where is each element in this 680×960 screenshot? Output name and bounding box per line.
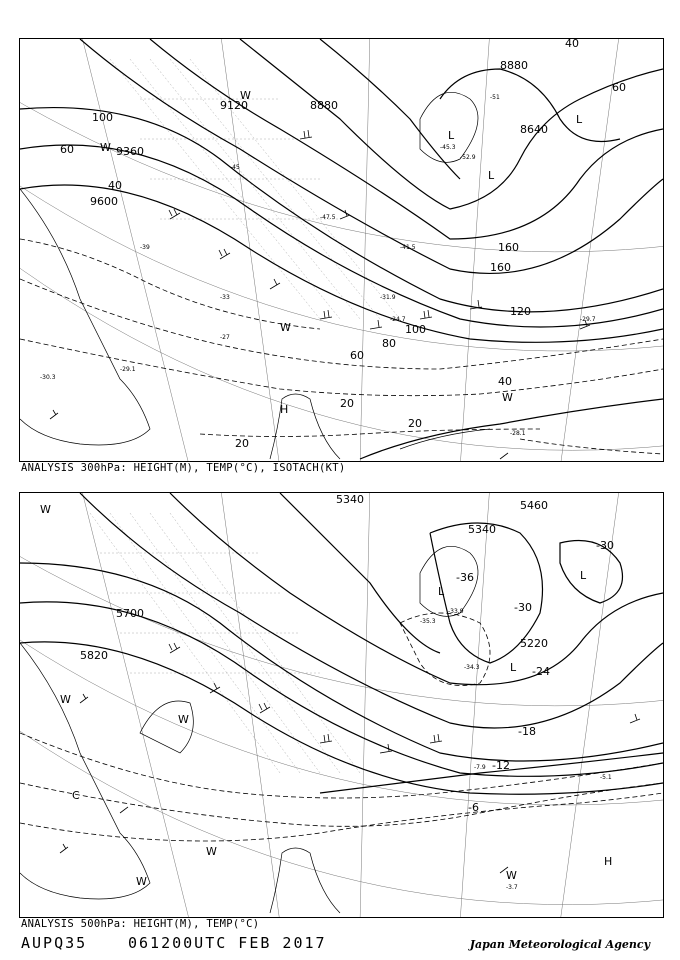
temp-label: -29.7 [580, 316, 596, 323]
warm-symbol: W [40, 503, 51, 516]
map-300hpa [19, 38, 664, 462]
height-label: 9360 [116, 145, 144, 158]
low-symbol: L [448, 129, 455, 142]
coastline [20, 546, 478, 913]
temp-label: -52.9 [460, 154, 476, 161]
warm-symbol: W [60, 693, 71, 706]
temp-label: -30.3 [40, 374, 56, 381]
temp-label: -6 [468, 801, 479, 814]
agency-name: Japan Meteorological Agency [469, 938, 650, 951]
isotach-label: 60 [350, 349, 364, 362]
temp-label: -24.7 [390, 316, 406, 323]
height-label: 8880 [500, 59, 528, 72]
height-label: 8880 [310, 99, 338, 112]
height-label: 9600 [90, 195, 118, 208]
temp-label: -36 [456, 571, 474, 584]
map-300hpa-caption: ANALYSIS 300hPa: HEIGHT(M), TEMP(°C), ISOTACH(KT) [21, 462, 346, 474]
height-contours [20, 39, 663, 459]
temp-label: -30 [514, 601, 532, 614]
temp-hatch [110, 59, 400, 319]
isotach-label: 160 [498, 241, 519, 254]
height-label: 5340 [336, 493, 364, 506]
cold-symbol: C [72, 789, 80, 802]
temp-label: -12 [492, 759, 510, 772]
map-300hpa-svg [20, 39, 663, 461]
map-500hpa-svg [20, 493, 663, 917]
chart-timestamp: 061200UTC FEB 2017 [128, 934, 327, 952]
temp-label: -39 [140, 244, 150, 251]
temp-hatch [90, 513, 360, 773]
isotach-label: 20 [408, 417, 422, 430]
temp-label: -31.9 [380, 294, 396, 301]
wind-barbs [50, 130, 590, 459]
warm-symbol: W [502, 391, 513, 404]
warm-symbol: W [280, 321, 291, 334]
low-symbol: L [488, 169, 495, 182]
temp-label: -33 [220, 294, 230, 301]
warm-symbol: W [506, 869, 517, 882]
map-500hpa-caption: ANALYSIS 500hPa: HEIGHT(M), TEMP(°C) [21, 918, 260, 930]
temp-label: -27 [220, 334, 230, 341]
low-symbol: L [510, 661, 517, 674]
chart-code: AUPQ35 [21, 934, 88, 952]
isotach-label: 20 [340, 397, 354, 410]
low-symbol: L [438, 585, 445, 598]
warm-symbol: W [100, 141, 111, 154]
isotach-label: 100 [92, 111, 113, 124]
warm-symbol: W [136, 875, 147, 888]
isotach-label: 40 [498, 375, 512, 388]
temp-label: -3.7 [506, 884, 518, 891]
temp-label: -29.1 [120, 366, 136, 373]
temp-label: -28.1 [510, 430, 526, 437]
temp-label-group [420, 539, 614, 891]
high-symbol: H [280, 403, 289, 416]
temp-label: -51 [490, 94, 500, 101]
isotach-label: 120 [510, 305, 531, 318]
warm-symbol: W [178, 713, 189, 726]
height-label: 5460 [520, 499, 548, 512]
height-label: 5220 [520, 637, 548, 650]
warm-symbol: W [240, 89, 251, 102]
height-label: 5820 [80, 649, 108, 662]
temp-label: -24 [532, 665, 550, 678]
temp-label: -7.9 [474, 764, 486, 771]
height-contours [20, 493, 663, 794]
height-label: 8640 [520, 123, 548, 136]
temp-label: -45.3 [440, 144, 456, 151]
high-symbol: H [604, 855, 613, 868]
coastline [20, 92, 490, 459]
height-label: 5340 [468, 523, 496, 536]
isotach-label: 20 [235, 437, 249, 450]
isotach-label: 40 [108, 179, 122, 192]
height-label: 9120 [220, 99, 248, 112]
isotach-label: 80 [382, 337, 396, 350]
temp-label: -30 [596, 539, 614, 552]
isotach-label: 40 [565, 39, 579, 50]
temp-label: -5.1 [600, 774, 612, 781]
temp-label: -34.3 [464, 664, 480, 671]
low-symbol: L [576, 113, 583, 126]
wind-barbs [60, 643, 640, 873]
height-label: 5700 [116, 607, 144, 620]
isotach-label: 60 [60, 143, 74, 156]
map-500hpa [19, 492, 664, 918]
temp-label: -35.3 [420, 618, 436, 625]
isotach-label: 100 [405, 323, 426, 336]
temp-label: -18 [518, 725, 536, 738]
isotach-label: 160 [490, 261, 511, 274]
temp-label: -47.5 [320, 214, 336, 221]
temp-label: -33.9 [448, 608, 464, 615]
low-symbol: L [580, 569, 587, 582]
temp-label: -41.5 [400, 244, 416, 251]
temp-label: -45 [230, 164, 240, 171]
isotach-label: 60 [612, 81, 626, 94]
warm-symbol: W [206, 845, 217, 858]
